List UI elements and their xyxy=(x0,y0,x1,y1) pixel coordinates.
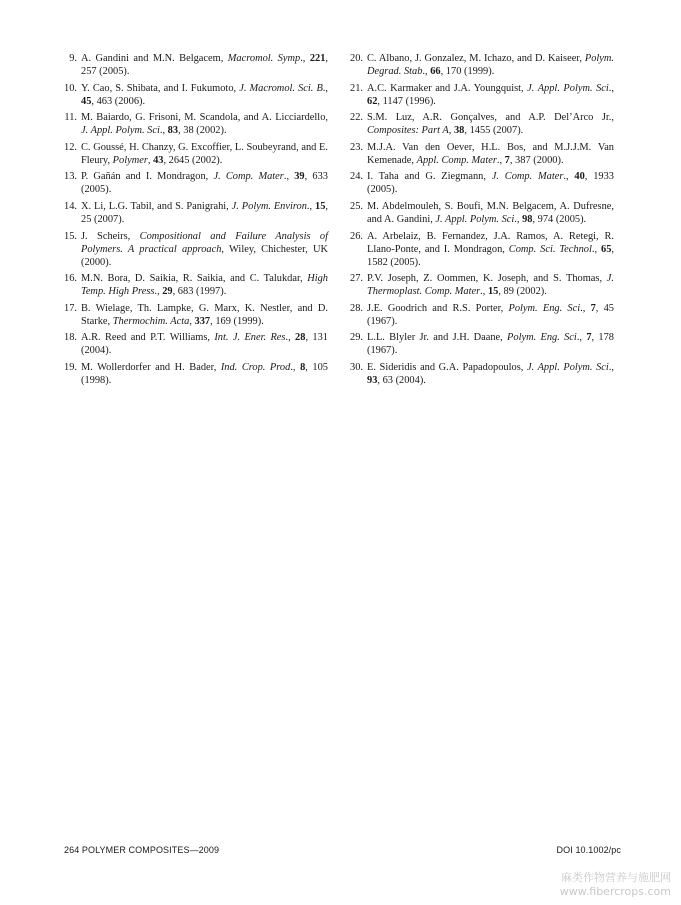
reference-number: 28. xyxy=(350,302,363,314)
watermark xyxy=(560,871,671,899)
reference-item xyxy=(64,302,328,328)
reference-segment: , 974 (2005). xyxy=(532,213,587,225)
reference-text xyxy=(81,111,328,137)
reference-number: 11. xyxy=(64,112,77,124)
reference-segment: , 1582 (2005). xyxy=(367,243,614,268)
reference-item xyxy=(350,302,614,328)
reference-title-italic: J. Appl. Polym. Sci xyxy=(527,82,609,94)
reference-number: 10. xyxy=(64,82,77,94)
reference-volume: 7 xyxy=(504,154,510,166)
reference-item xyxy=(350,331,614,357)
reference-text xyxy=(367,272,614,298)
reference-volume: 221 xyxy=(309,53,326,64)
reference-segment: M. Wollerdorfer and H. Bader, xyxy=(81,361,221,373)
reference-text xyxy=(367,52,614,78)
reference-text xyxy=(81,82,328,108)
reference-segment: ., xyxy=(580,302,591,314)
reference-volume: 337 xyxy=(194,315,211,327)
reference-segment: X. Li, L.G. Tabil, and S. Panigrahi, xyxy=(81,200,232,212)
reference-segment: , 170 (1999). xyxy=(440,66,495,77)
reference-number: 15. xyxy=(64,230,77,242)
reference-number: 22. xyxy=(350,112,363,124)
reference-item xyxy=(64,52,328,78)
reference-title-italic: J. Macromol. Sci. B xyxy=(239,82,323,94)
reference-segment: ., xyxy=(608,361,615,373)
reference-volume: 38 xyxy=(453,125,465,137)
reference-segment: M.J.A. Van den Oever, H.L. Bos, and M.J.J.M. Van Kemenade, xyxy=(367,141,614,166)
reference-title-italic: High Temp. High Press xyxy=(81,273,328,298)
reference-segment: M. Abdelmouleh, S. Boufi, M.N. Belgacem, A. Dufresne, and A. Gandini, xyxy=(367,200,614,225)
reference-number: 27. xyxy=(350,273,363,285)
reference-number: 26. xyxy=(350,230,363,242)
reference-item xyxy=(350,82,614,108)
reference-number: 23. xyxy=(350,141,363,153)
reference-volume: 39 xyxy=(294,171,305,183)
reference-text xyxy=(81,230,328,269)
reference-segment: Y. Cao, S. Shibata, and I. Fukumoto, xyxy=(81,82,240,94)
reference-volume: 28 xyxy=(295,332,306,344)
reference-volume: 15 xyxy=(487,286,499,298)
reference-item xyxy=(64,361,328,387)
reference-text xyxy=(81,331,328,357)
reference-text xyxy=(367,230,614,269)
reference-segment: ., xyxy=(306,200,315,212)
reference-number: 16. xyxy=(64,273,77,285)
reference-segment: A.C. Karmaker and J.A. Youngquist, xyxy=(367,82,528,94)
reference-segment: S.M. Luz, A.R. Gonçalves, and A.P. Del’Arco Jr., xyxy=(367,112,614,124)
reference-segment: , 45 (1967). xyxy=(367,302,614,327)
reference-item xyxy=(64,331,328,357)
reference-segment: L.L. Blyler Jr. and J.H. Daane, xyxy=(367,332,508,344)
reference-item xyxy=(350,272,614,298)
reference-segment: B. Wielage, Th. Lampke, G. Marx, K. Nestler, and D. Starke, xyxy=(81,302,328,327)
reference-item xyxy=(350,111,614,137)
reference-segment: ., xyxy=(159,125,168,137)
reference-segment: ., xyxy=(608,82,614,94)
reference-text xyxy=(367,361,614,387)
reference-segment: , 2645 (2002). xyxy=(163,154,223,166)
watermark-site-name: 麻类作物营养与施肥网 xyxy=(561,871,671,884)
reference-volume: 40 xyxy=(574,171,585,183)
reference-item xyxy=(350,361,614,387)
reference-segment: , Wiley, Chichester, UK (2000). xyxy=(81,243,328,268)
reference-volume: 93 xyxy=(367,374,378,386)
reference-segment: ., xyxy=(285,332,296,344)
reference-segment: M.N. Bora, D. Saikia, R. Saikia, and C. Talukdar, xyxy=(81,273,308,285)
reference-segment: , 683 (1997). xyxy=(172,286,227,298)
reference-title-italic: Polymer xyxy=(112,154,148,166)
reference-segment: ., xyxy=(514,213,523,225)
reference-segment: , 131 (2004). xyxy=(81,332,328,357)
reference-title-italic: Comp. Sci. Technol xyxy=(508,243,592,255)
reference-number: 17. xyxy=(64,302,77,314)
reference-item xyxy=(64,82,328,108)
reference-segment: , 463 (2006). xyxy=(91,95,146,107)
reference-segment: C. Goussé, H. Chanzy, G. Excoffier, L. Soubeyrand, and E. Fleury, xyxy=(81,141,328,166)
reference-item xyxy=(64,111,328,137)
reference-volume: 62 xyxy=(367,95,378,107)
reference-volume: 65 xyxy=(601,243,612,255)
reference-segment: , 105 (1998). xyxy=(81,361,328,386)
reference-segment: ., xyxy=(563,171,575,183)
reference-number: 18. xyxy=(64,332,77,344)
reference-segment: C. Albano, J. Gonzalez, M. Ichazo, and D. Kaiseer, xyxy=(367,53,585,64)
reference-number: 13. xyxy=(64,171,77,183)
reference-segment: , xyxy=(147,154,154,166)
reference-title-italic: Polym. Degrad. Stab xyxy=(367,53,614,77)
reference-text xyxy=(81,302,328,328)
reference-segment: , xyxy=(189,315,195,327)
reference-text xyxy=(367,141,614,167)
reference-title-italic: Thermochim. Acta xyxy=(112,315,190,327)
reference-title-italic: Composites: Part A xyxy=(367,125,449,137)
reference-segment: J.E. Goodrich and R.S. Porter, xyxy=(367,302,509,314)
reference-segment: ., xyxy=(290,361,301,373)
reference-volume: 66 xyxy=(430,66,441,77)
reference-item xyxy=(64,141,328,167)
reference-title-italic: Compositional and Failure Analysis of Polymers. A practical approach xyxy=(81,230,329,255)
reference-title-italic: J. Thermoplast. Comp. Mater xyxy=(367,273,614,298)
reference-number: 29. xyxy=(350,332,363,344)
reference-text xyxy=(367,302,614,328)
reference-number: 19. xyxy=(64,361,77,373)
reference-segment: , 38 (2002). xyxy=(178,125,227,137)
reference-segment: M. Baiardo, G. Frisoni, M. Scandola, and A. Licciardello, xyxy=(81,112,328,124)
reference-segment: ., xyxy=(480,286,488,298)
reference-number: 9. xyxy=(69,53,77,64)
reference-number: 25. xyxy=(350,200,363,212)
reference-text xyxy=(367,331,614,357)
footer-page-journal: 264 POLYMER COMPOSITES—2009 xyxy=(64,845,220,855)
reference-volume: 43 xyxy=(153,154,164,166)
references-column-left xyxy=(64,52,328,391)
reference-segment: ., xyxy=(422,66,431,77)
reference-item xyxy=(350,52,614,78)
reference-segment: , 1147 (1996). xyxy=(377,95,436,107)
reference-segment: ., xyxy=(591,243,601,255)
reference-title-italic: J. Comp. Mater xyxy=(491,171,564,183)
reference-segment: , 1933 (2005). xyxy=(367,171,614,196)
reference-number: 24. xyxy=(350,171,363,183)
reference-title-italic: Macromol. Symp xyxy=(227,53,301,64)
reference-segment: A.R. Reed and P.T. Williams, xyxy=(81,332,215,344)
reference-segment: , 1455 (2007). xyxy=(464,125,524,137)
reference-title-italic: J. Comp. Mater xyxy=(213,171,284,183)
reference-volume: 98 xyxy=(522,213,533,225)
reference-item xyxy=(350,230,614,269)
reference-number: 12. xyxy=(64,141,77,153)
reference-number: 21. xyxy=(350,82,363,94)
reference-title-italic: Int. J. Ener. Res xyxy=(214,332,286,344)
reference-text xyxy=(81,361,328,387)
reference-text xyxy=(367,200,614,226)
reference-segment: , 178 (1967). xyxy=(367,332,614,357)
reference-volume: 83 xyxy=(167,125,179,137)
reference-item xyxy=(350,170,614,196)
reference-title-italic: J. Appl. Polym. Sci xyxy=(526,361,609,373)
reference-segment: A. Gandini and M.N. Belgacem, xyxy=(81,53,228,64)
reference-segment: , 257 (2005). xyxy=(81,53,329,77)
reference-title-italic: Polym. Eng. Sci xyxy=(508,302,581,314)
reference-segment: , 633 (2005). xyxy=(81,171,328,196)
reference-segment: , xyxy=(448,125,454,137)
reference-title-italic: J. Appl. Polym. Sci xyxy=(81,125,160,137)
reference-segment: , 89 (2002). xyxy=(498,286,547,298)
reference-number: 30. xyxy=(350,361,363,373)
reference-item xyxy=(64,200,328,226)
reference-title-italic: J. Polym. Environ xyxy=(231,200,307,212)
reference-segment: ., xyxy=(576,332,587,344)
reference-volume: 7 xyxy=(586,332,592,344)
reference-item xyxy=(64,170,328,196)
reference-volume: 15 xyxy=(315,200,326,212)
reference-segment: P.V. Joseph, Z. Oommen, K. Joseph, and S. Thomas, xyxy=(367,273,607,285)
reference-item xyxy=(350,141,614,167)
reference-segment: ., xyxy=(154,286,163,298)
reference-item xyxy=(64,230,328,269)
reference-segment: J. Scheirs, xyxy=(81,230,140,242)
reference-text xyxy=(81,272,328,298)
reference-text xyxy=(81,170,328,196)
reference-text xyxy=(367,82,614,108)
reference-number: 14. xyxy=(64,200,77,212)
reference-volume: 29 xyxy=(162,286,173,298)
reference-segment: ., xyxy=(496,154,505,166)
reference-title-italic: J. Appl. Polym. Sci xyxy=(435,213,515,225)
reference-text xyxy=(81,200,328,226)
reference-segment: , 63 (2004). xyxy=(377,374,426,386)
reference-segment: ., xyxy=(322,82,328,94)
reference-text xyxy=(367,111,614,137)
reference-segment: P. Gañán and I. Mondragon, xyxy=(81,171,214,183)
reference-text xyxy=(81,52,328,78)
reference-text xyxy=(367,170,614,196)
reference-number: 20. xyxy=(350,53,363,64)
watermark-url: www.fibercrops.com xyxy=(559,885,671,898)
reference-segment: I. Taha and G. Ziegmann, xyxy=(367,171,492,183)
reference-title-italic: Appl. Comp. Mater xyxy=(416,154,497,166)
reference-segment: A. Arbelaiz, B. Fernandez, J.A. Ramos, A. Retegi, R. Llano-Ponte, and I. Mondragon, xyxy=(367,230,614,255)
references-column-right xyxy=(350,52,614,391)
reference-text xyxy=(81,141,328,167)
reference-volume: 8 xyxy=(300,361,306,373)
reference-segment: E. Sideridis and G.A. Papadopoulos, xyxy=(367,361,527,373)
reference-segment: , 25 (2007). xyxy=(81,200,328,225)
footer-doi: DOI 10.1002/pc xyxy=(556,845,621,855)
reference-title-italic: Polym. Eng. Sci xyxy=(507,332,577,344)
reference-volume: 7 xyxy=(590,302,596,314)
reference-segment: ., xyxy=(300,53,310,64)
reference-segment: , 387 (2000). xyxy=(509,154,564,166)
reference-title-italic: Ind. Crop. Prod xyxy=(220,361,291,373)
reference-volume: 45 xyxy=(81,95,92,107)
reference-segment: ., xyxy=(283,171,295,183)
reference-item xyxy=(64,272,328,298)
reference-item xyxy=(350,200,614,226)
reference-segment: , 169 (1999). xyxy=(210,315,264,327)
